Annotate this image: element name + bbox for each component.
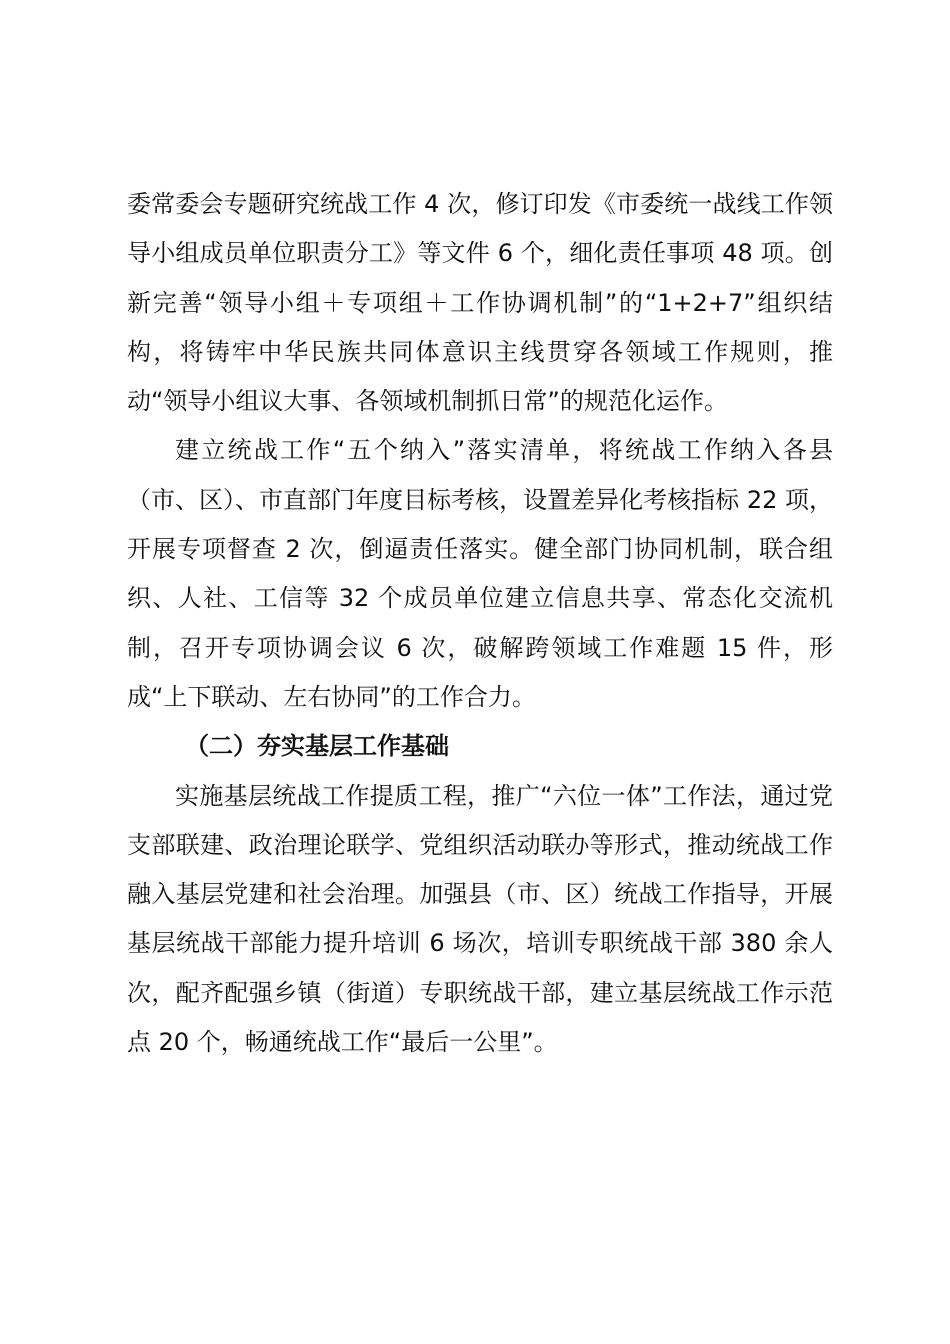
document-page: [127, 180, 833, 1067]
paragraph-responsibility: 委常委会专题研究统战工作 4 次，修订印发《市委统一战线工作领导小组成员单位职责分工》等文件 6 个，细化责任事项 48 项。创新完善“领导小组＋专项组＋工作协调机制”的“1+2+7”组织结构，将铸牢中华民族共同体意识主线贯穿各领域工作规则，推动“领导小组议大事、各领域机制抓日常”的规范化运作。: [127, 190, 833, 416]
paragraph-assessment: 建立统战工作“五个纳入”落实清单，将统战工作纳入各县（市、区）、市直部门年度目标考核，设置差异化考核指标 22 项，开展专项督查 2 次，倒逼责任落实。健全部门协同机制，联合组织、人社、工信等 32 个成员单位建立信息共享、常态化交流机制，召开专项协调会议 6 次，破解跨领域工作难题 15 件，形成“上下联动、左右协同”的工作合力。: [127, 436, 833, 711]
paragraph-grassroots: 实施基层统战工作提质工程，推广“六位一体”工作法，通过党支部联建、政治理论联学、党组织活动联办等形式，推动统战工作融入基层党建和社会治理。加强县（市、区）统战工作指导，开展基层统战干部能力提升培训 6 场次，培训专职统战干部 380 余人次，配齐配强乡镇（街道）专职统战干部，建立基层统战工作示范点 20 个，畅通统战工作“最后一公里”。: [127, 781, 833, 1057]
section-heading: （二）夯实基层工作基础: [185, 732, 449, 761]
